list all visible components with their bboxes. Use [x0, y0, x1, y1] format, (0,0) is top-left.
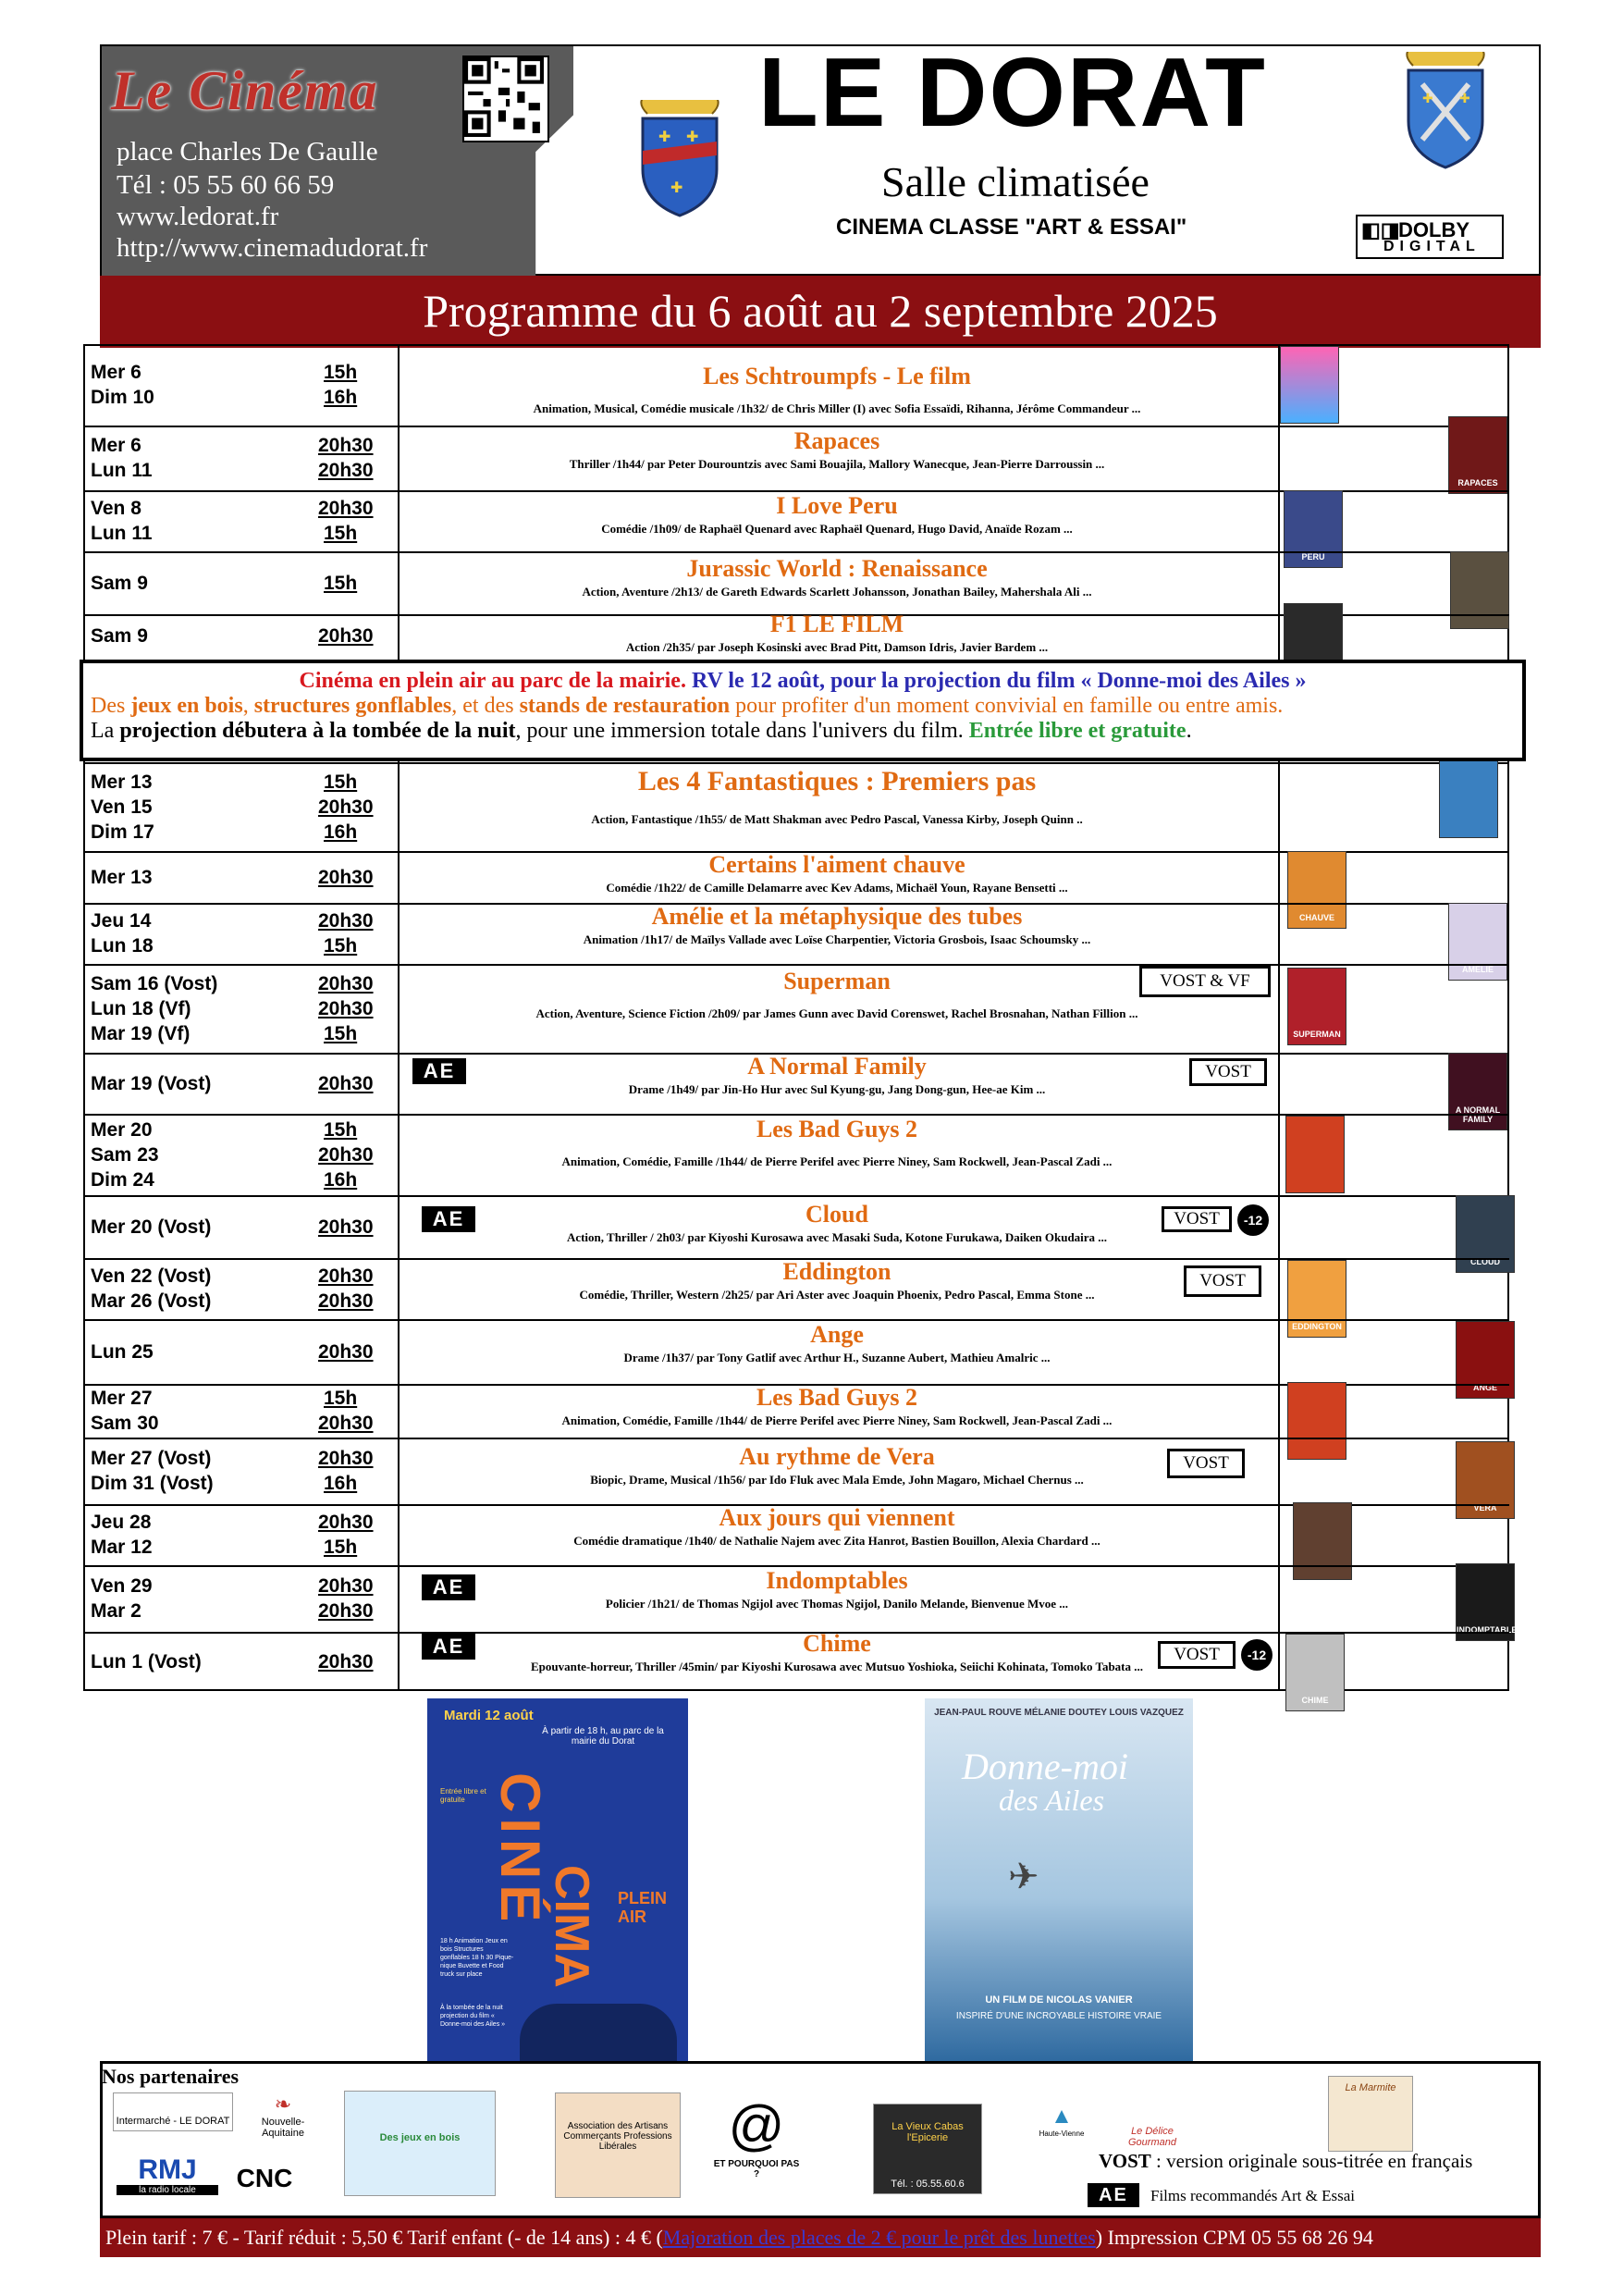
partner-logo [555, 2092, 681, 2198]
partner-name: La Marmite [1345, 2082, 1396, 2093]
film-details: Animation, Musical, Comédie musicale /1h32/ de Chris Miller (I) avec Sofia Essaïdi, Rihanna, Jérôme Commandeur ... [533, 401, 1141, 415]
screening-date: Mer 6 [91, 435, 141, 456]
film-details: Epouvante-horreur, Thriller /45min/ par Kiyoshi Kurosawa avec Mutsuo Yoshioka, Seiichi Kohinata, Tomoko Tabata ... [530, 1660, 1144, 1673]
partner-logo-cnc: CNC [236, 2164, 293, 2192]
screening-time: 20h30 [318, 435, 374, 456]
screening-time: 20h30 [318, 1651, 374, 1673]
version-tag: VOST [1162, 1206, 1232, 1232]
screening-time: 15h [324, 1023, 358, 1044]
screening-time: 15h [324, 1388, 358, 1409]
poster-label: CHAUVE [1298, 913, 1334, 922]
art-essai-icon: AE [422, 1634, 475, 1660]
svg-text:✚: ✚ [1459, 93, 1470, 106]
text: , [242, 694, 249, 718]
screening-time: 20h30 [318, 1512, 374, 1533]
poster-big-text: CIMA [545, 1865, 598, 1988]
art-essai-label: CINEMA CLASSE "ART & ESSAI" [836, 215, 1187, 240]
partner-name: Association des Artisans Commerçants Professions Libérales [563, 2121, 672, 2152]
svg-text:✚: ✚ [1422, 93, 1433, 106]
film-details: Thriller /1h44/ par Peter Dourountzis avec Sami Bouajila, Mallory Wanecque, Jean-Pierre Darroussin ... [569, 457, 1105, 471]
screening-date: Sam 9 [91, 573, 148, 594]
partner-name: Le Délice Gourmand [1128, 2126, 1176, 2148]
screening-date: Mer 6 [91, 362, 141, 383]
partner-name: la radio locale [117, 2185, 218, 2195]
film-details: Biopic, Drame, Musical /1h56/ par Ido Fluk avec Mala Emde, John Magaro, Michael Chernus ... [590, 1473, 1084, 1487]
poster-date: Mardi 12 août [444, 1708, 534, 1723]
screening-date: Mer 20 [91, 1119, 153, 1141]
screening-date: Mer 13 [91, 772, 153, 793]
partner-logo [113, 2092, 233, 2131]
poster-plein-air: PLEIN AIR [618, 1889, 668, 1926]
text: Des [91, 694, 126, 718]
screening-time: 20h30 [318, 460, 374, 481]
screening-time: 16h [324, 1169, 358, 1191]
legend-vost [1099, 2150, 1472, 2173]
screening-date: Mar 26 (Vost) [91, 1290, 212, 1312]
screening-time: 20h30 [318, 867, 374, 888]
partner-logo: ❧ Nouvelle-Aquitaine [250, 2092, 316, 2141]
screening-time: 15h [324, 523, 358, 544]
film-title: Certains l'aiment chauve [708, 851, 965, 878]
film-details: Comédie, Thriller, Western /2h25/ par Ari Aster avec Joaquin Phoenix, Pedro Pascal, Emma Stone ... [579, 1288, 1095, 1302]
film-title: A Normal Family [747, 1053, 927, 1080]
film-poster [1287, 968, 1346, 1045]
partner-name: RMJ [138, 2155, 197, 2185]
film-details: Animation, Comédie, Famille /1h44/ de Pierre Perifel avec Pierre Niney, Sam Rockwell, Jean-Pascal Zadi ... [561, 1154, 1113, 1168]
poster-actors: JEAN-PAUL ROUVE MÉLANIE DOUTEY LOUIS VAZQUEZ [934, 1708, 1184, 1718]
highlight: stands de restauration [519, 694, 731, 718]
free-entry: Entrée libre et gratuite [968, 719, 1187, 743]
version-tag: VOST [1158, 1641, 1236, 1669]
poster-label: A NORMAL FAMILY [1455, 1105, 1501, 1124]
screening-date: Ven 22 (Vost) [91, 1265, 212, 1287]
film-poster [1285, 1634, 1345, 1711]
film-poster [1448, 416, 1507, 494]
poster-location: À partir de 18 h, au parc de la mairie du Dorat [542, 1726, 664, 1747]
age-rating-badge: -12 [1241, 1639, 1273, 1671]
vost-label: VOST [1099, 2150, 1151, 2172]
art-essai-icon: AE [412, 1058, 466, 1084]
screening-date: Ven 8 [91, 498, 141, 519]
film-details: Policier /1h21/ de Thomas Ngijol avec Thomas Ngijol, Danilo Melande, Bienvenue Mvoe ... [605, 1597, 1069, 1611]
highlight: projection débutera à la tombée de la nuit [119, 719, 516, 743]
film-title: Rapaces [793, 427, 880, 454]
poster-director: UN FILM DE NICOLAS VANIER [985, 1994, 1133, 2006]
announcement-title: Cinéma en plein air au parc de la mairie. [299, 669, 686, 693]
film-title: Les 4 Fantastiques : Premiers pas [637, 766, 1037, 796]
coat-of-arms-icon [629, 100, 731, 220]
svg-text:✚: ✚ [658, 130, 671, 145]
film-details: Comédie dramatique /1h40/ de Nathalie Najem avec Zita Hanrot, Bastien Bouillon, Alexia Chardard ... [573, 1534, 1100, 1548]
partner-logo: ▲ Haute-Vienne [1036, 2104, 1088, 2155]
film-details: Action, Thriller / 2h03/ par Kiyoshi Kurosawa avec Masaki Suda, Kotone Furukawa, Daiken Okudaira ... [566, 1230, 1108, 1244]
film-title: Aux jours qui viennent [719, 1504, 955, 1531]
poster-label: ANGE [1472, 1383, 1497, 1392]
screening-date: Ven 29 [91, 1575, 153, 1597]
film-details: Action, Aventure /2h13/ de Gareth Edwards Scarlett Johansson, Jonathan Bailey, Mahershala Ali ... [582, 585, 1092, 599]
screening-date: Lun 18 (Vf) [91, 998, 191, 1019]
film-title: Ange [810, 1321, 864, 1348]
film-details: Action, Fantastique /1h55/ de Matt Shakman avec Pedro Pascal, Vanessa Kirby, Joseph Quinn .. [591, 812, 1083, 826]
version-tag: VOST [1189, 1058, 1267, 1086]
poster-story: INSPIRÉ D'UNE INCROYABLE HISTOIRE VRAIE [955, 2011, 1162, 2021]
programme-banner: Programme du 6 août au 2 septembre 2025 [100, 276, 1541, 348]
outdoor-cinema-announcement [80, 660, 1526, 761]
svg-text:✚: ✚ [670, 180, 683, 196]
screening-time: 20h30 [318, 910, 374, 932]
film-title: Eddington [782, 1258, 891, 1285]
poster-label: AMÉLIE [1461, 965, 1494, 974]
poster-label: INDOMPTABLES [1457, 1625, 1523, 1635]
screening-time: 20h30 [318, 796, 374, 818]
film-details: Comédie /1h22/ de Camille Delamarre avec Kev Adams, Michaël Youn, Rayane Bensetti ... [606, 881, 1068, 895]
screening-date: Lun 18 [91, 935, 154, 957]
film-details: Animation, Comédie, Famille /1h44/ de Pierre Perifel avec Pierre Niney, Sam Rockwell, Jean-Pascal Zadi ... [561, 1413, 1113, 1427]
screening-date: Lun 1 (Vost) [91, 1651, 202, 1673]
screening-date: Sam 23 [91, 1144, 159, 1166]
film-poster [1456, 1563, 1523, 1641]
legend-art-essai: Films recommandés Art & Essai [1150, 2187, 1355, 2204]
film-title: Indomptables [766, 1567, 908, 1594]
highlight: structures gonflables [253, 694, 452, 718]
screening-date: Sam 30 [91, 1413, 159, 1434]
partner-name: ET POURQUOI PAS ? [713, 2159, 800, 2179]
screening-time: 15h [324, 1537, 358, 1558]
audience-illustration [520, 2004, 677, 2061]
film-poster [1439, 760, 1498, 838]
screening-date: Mer 13 [91, 867, 153, 888]
poster-label: SUPERMAN [1293, 1030, 1341, 1039]
dolby-bottom-label: DIGITAL [1383, 239, 1481, 254]
text: , pour une immersion totale dans l'univers du film. [515, 719, 964, 743]
poster-label: EDDINGTON [1292, 1322, 1342, 1331]
screening-date: Sam 9 [91, 625, 148, 647]
screening-date: Ven 15 [91, 796, 153, 818]
screening-time: 15h [324, 362, 358, 383]
screening-date: Lun 11 [91, 460, 153, 481]
price-text: ) Impression CPM 05 55 68 26 94 [1095, 2226, 1373, 2249]
film-poster-donne-moi-des-ailes [925, 1698, 1193, 2061]
screening-date: Lun 25 [91, 1341, 154, 1363]
qr-code [462, 56, 549, 142]
screening-time: 20h30 [318, 1341, 374, 1363]
poster-label: VERA [1473, 1503, 1497, 1512]
screening-time: 20h30 [318, 1144, 374, 1166]
coat-of-arms-keys-icon [1395, 52, 1496, 172]
film-title: Cloud [805, 1201, 868, 1228]
screening-time: 20h30 [318, 1216, 374, 1238]
screening-date: Dim 31 (Vost) [91, 1473, 214, 1494]
film-details: Drame /1h49/ par Jin-Ho Hur avec Sul Kyung-gu, Jang Dong-gun, Hee-ae Kim ... [628, 1082, 1046, 1096]
art-essai-icon: AE [422, 1206, 475, 1232]
poster-night: À la tombée de la nuit projection du film « Donne-moi des Ailes » [440, 2005, 506, 2028]
website-2[interactable]: http://www.cinemadudorat.fr [117, 233, 428, 263]
screening-time: 16h [324, 821, 358, 843]
screening-date: Jeu 28 [91, 1512, 152, 1533]
screening-date: Sam 16 (Vost) [91, 973, 218, 994]
partners-title: Nos partenaires [102, 2065, 240, 2088]
film-details: Comédie /1h09/ de Raphaël Quenard avec Raphaël Quenard, Hugo David, Anaïde Rozam ... [601, 522, 1073, 536]
film-details: Action /2h35/ par Joseph Kosinski avec Brad Pitt, Damson Idris, Javier Bardem ... [625, 640, 1049, 654]
film-title: F1 LE FILM [769, 611, 904, 637]
address: place Charles De Gaulle [117, 137, 378, 167]
partner-logo [710, 2092, 803, 2196]
poster-big-text: CINÉ [489, 1772, 551, 1928]
poster-label: CLOUD [1470, 1257, 1500, 1266]
screening-time: 20h30 [318, 1290, 374, 1312]
highlight: jeux en bois [130, 694, 243, 718]
announcement-date: RV le 12 août, pour la projection du film « Donne-moi des Ailes » [691, 669, 1307, 693]
ulm-icon: ✈ [1008, 1857, 1039, 1897]
screening-time: 20h30 [318, 1073, 374, 1094]
screening-date: Dim 24 [91, 1169, 154, 1191]
partner-name: Haute-Vienne [1039, 2129, 1085, 2138]
art-essai-icon: AE [1088, 2183, 1139, 2207]
screening-date: Mar 12 [91, 1537, 153, 1558]
text: , et des [451, 694, 514, 718]
spiral-icon: @ [728, 2094, 785, 2156]
subtitle: Salle climatisée [881, 158, 1150, 205]
poster-title: Donne-moi [962, 1746, 1128, 1787]
film-title: Les Schtroumpfs - Le film [703, 363, 971, 389]
screening-time: 20h30 [318, 498, 374, 519]
film-poster [1280, 346, 1339, 424]
screening-date: Jeu 14 [91, 910, 152, 932]
film-details: Drame /1h37/ par Tony Gatlif avec Arthur H., Suzanne Aubert, Mathieu Amalric ... [623, 1351, 1051, 1364]
film-title: Amélie et la métaphysique des tubes [651, 903, 1023, 930]
film-title: I Love Peru [776, 492, 898, 519]
screening-time: 15h [324, 1119, 358, 1141]
screening-date: Dim 10 [91, 387, 154, 408]
website[interactable]: www.ledorat.fr [117, 202, 279, 231]
film-title: Chime [803, 1630, 871, 1657]
event-poster [427, 1698, 688, 2061]
age-rating-badge: -12 [1237, 1204, 1269, 1236]
screening-time: 20h30 [318, 1413, 374, 1434]
screening-date: Mer 27 (Vost) [91, 1448, 212, 1469]
version-tag: VOST [1167, 1449, 1245, 1478]
film-title: Les Bad Guys 2 [756, 1116, 918, 1142]
screening-time: 20h30 [318, 1600, 374, 1622]
screening-date: Mer 20 (Vost) [91, 1216, 212, 1238]
film-title: Au rythme de Vera [739, 1443, 935, 1470]
screening-time: 16h [324, 387, 358, 408]
poster-title: des Ailes [999, 1784, 1105, 1817]
partner-name: Des jeux en bois [379, 2132, 461, 2143]
town-title: LE DORAT [758, 38, 1267, 147]
glasses-surcharge: Majoration des places de 2 € pour le prêt des lunettes [662, 2226, 1096, 2249]
screening-time: 20h30 [318, 1448, 374, 1469]
screening-date: Mar 2 [91, 1600, 141, 1622]
art-essai-icon: AE [422, 1574, 475, 1600]
vost-description: : version originale sous-titrée en français [1156, 2150, 1473, 2172]
screening-date: Dim 17 [91, 821, 154, 843]
screening-date: Mar 19 (Vost) [91, 1073, 212, 1094]
screening-time: 20h30 [318, 1575, 374, 1597]
film-title: Les Bad Guys 2 [756, 1384, 918, 1411]
partner-logo [1328, 2076, 1413, 2152]
film-title: Superman [783, 968, 891, 994]
partner-name: Nouvelle-Aquitaine [261, 2117, 305, 2139]
partner-name: La Vieux Cabas l'Epicerie [891, 2121, 964, 2143]
poster-free: Entrée libre et gratuite [440, 1787, 486, 1804]
screening-time: 20h30 [318, 625, 374, 647]
film-details: Animation /1h17/ de Maïlys Vallade avec Loïse Charpentier, Victoria Grosbois, Isaac Schoumsky ... [583, 932, 1091, 946]
poster-programme: 18 h Animation Jeux en bois Structures gonflables 18 h 30 Pique-nique Buvette et Food truck sur place [440, 1938, 514, 1978]
partner-logo [344, 2091, 496, 2196]
screening-time: 16h [324, 1473, 358, 1494]
text: pour profiter d'un moment convivial en famille ou entre amis. [735, 694, 1284, 718]
text: . [1186, 719, 1192, 743]
screening-time: 20h30 [318, 998, 374, 1019]
poster-label: CHIME [1301, 1696, 1329, 1705]
film-title: Jurassic World : Renaissance [686, 555, 988, 582]
dolby-icon: ◧◨ [1361, 218, 1400, 241]
phone: Tél : 05 55 60 66 59 [117, 170, 335, 200]
screening-date: Mar 19 (Vf) [91, 1023, 191, 1044]
price-text: Plein tarif : 7 € - Tarif réduit : 5,50 € Tarif enfant (- de 14 ans) : 4 € ( [105, 2226, 663, 2249]
poster-label: PERU [1301, 552, 1325, 562]
poster-label: RAPACES [1457, 478, 1498, 488]
version-tag: VOST & VF [1139, 966, 1271, 997]
screening-time: 15h [324, 573, 358, 594]
partner-name: Tél. : 05.55.60.6 [891, 2179, 965, 2190]
version-tag: VOST [1184, 1265, 1261, 1297]
screening-time: 15h [324, 935, 358, 957]
dolby-logo [1356, 215, 1504, 259]
partner-logo-rmj [117, 2155, 218, 2200]
screening-time: 15h [324, 772, 358, 793]
screening-time: 20h30 [318, 1265, 374, 1287]
svg-text:✚: ✚ [686, 130, 699, 145]
text: La [91, 719, 115, 743]
dolby-top-label: DOLBY [1398, 218, 1469, 241]
price-bar [100, 2218, 1541, 2257]
partner-logo [873, 2104, 982, 2194]
film-poster [1285, 1116, 1345, 1193]
film-details: Action, Aventure, Science Fiction /2h09/ par James Gunn avec David Corenswet, Rachel Brosnahan, Nathan Fillion ... [535, 1006, 1138, 1020]
cinema-logo: Le Cinéma [111, 60, 379, 121]
screening-date: Lun 11 [91, 523, 153, 544]
screening-date: Mer 27 [91, 1388, 153, 1409]
screening-time: 20h30 [318, 973, 374, 994]
partner-name: Intermarché - LE DORAT [116, 2116, 230, 2127]
